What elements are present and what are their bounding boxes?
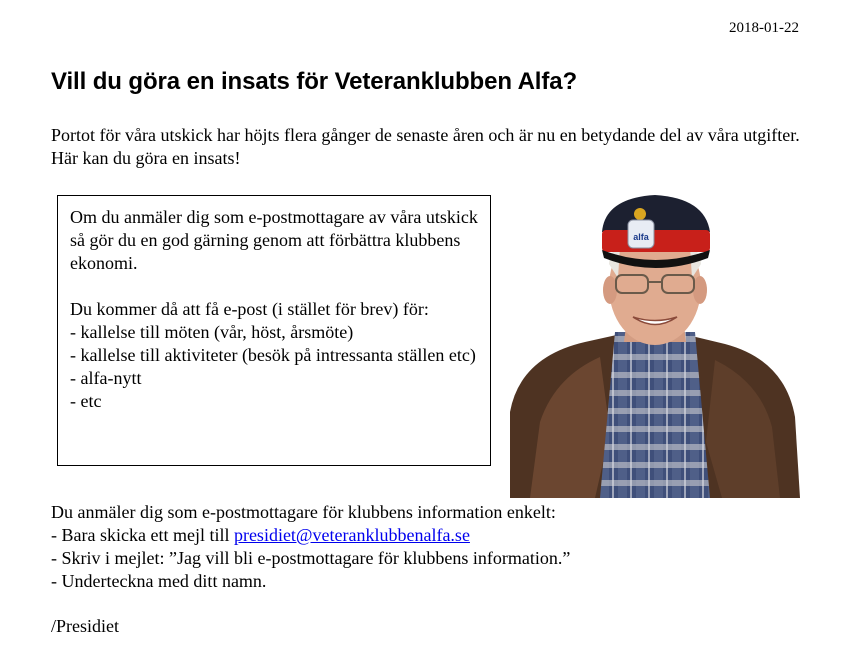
list-item: - etc — [70, 391, 102, 411]
cap-crown — [602, 195, 710, 232]
member-photo — [510, 192, 800, 498]
instructions-step-1 — [51, 524, 811, 547]
signup-instructions — [51, 501, 811, 593]
box-paragraph-signup: Om du anmäler dig som e-postmottagare av våra utskick så gör du en god gärning genom att förbättra klubbens ekonomi. — [70, 207, 478, 273]
instructions-step-3: - Underteckna med ditt namn. — [51, 571, 267, 591]
page-title: Vill du göra en insats för Veteranklubben Alfa? — [51, 68, 578, 95]
instructions-lead: Du anmäler dig som e-postmottagare för klubbens information enkelt: — [51, 502, 556, 522]
email-link[interactable]: presidiet@veteranklubbenalfa.se — [233, 525, 470, 545]
list-item: - alfa-nytt — [70, 368, 142, 388]
info-box — [57, 195, 491, 466]
box-paragraph-email-for: Du kommer då att få e-post (i stället för brev) för: — [70, 299, 429, 319]
document-date: 2018-01-22 — [729, 20, 799, 36]
signature: /Presidiet — [51, 616, 119, 636]
benefit-list — [70, 321, 478, 413]
cap-band — [602, 230, 710, 252]
list-item: - kallelse till aktiviteter (besök på intressanta ställen etc) — [70, 345, 476, 365]
instructions-step-2: - Skriv i mejlet: ”Jag vill bli e-postmottagare för klubbens information.” — [51, 548, 571, 568]
cap-badge-text: alfa — [633, 232, 649, 242]
intro-paragraph: Portot för våra utskick har höjts flera gånger de senaste åren och är nu en betydande del av våra utgifter. Här kan du göra en insats! — [51, 125, 800, 168]
step-1-text: - Bara skicka ett mejl till — [51, 525, 234, 545]
shirt-shape — [600, 332, 710, 498]
list-item: - kallelse till möten (vår, höst, årsmöte) — [70, 322, 354, 342]
